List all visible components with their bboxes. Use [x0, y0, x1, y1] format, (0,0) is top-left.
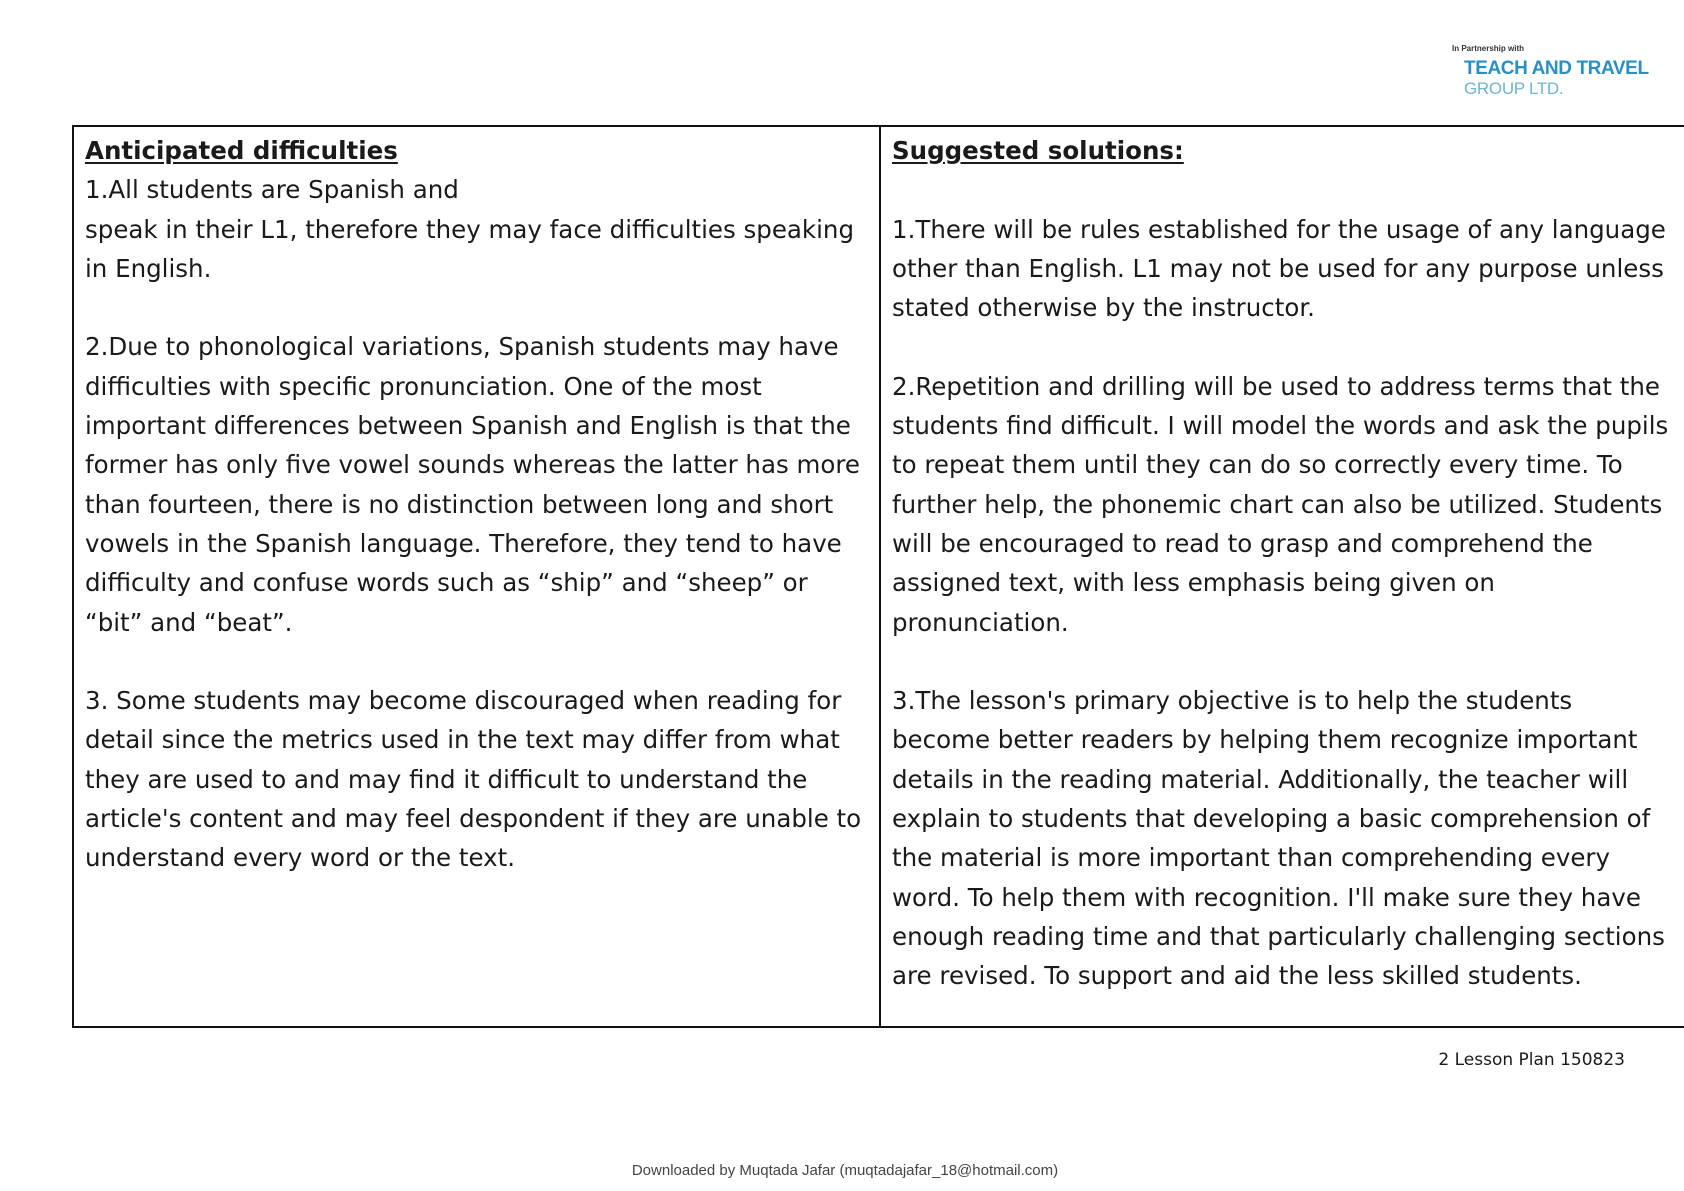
solutions-cell [880, 126, 1684, 1027]
document-code: 2 Lesson Plan 150823 [1438, 1050, 1625, 1070]
difficulties-heading: Anticipated difficulties [85, 136, 398, 165]
difficulties-solutions-table [72, 125, 1684, 1028]
difficulties-text: 1.All students are Spanish and speak in their L1, therefore they may face difficulties speaking in English. 2.Due to phonological variations, Spanish students may have difficulties with specific pronunciation. One of the most important differences between Spanish and English is that the former has only five vowel sounds whereas the latter has more than fourteen, there is no distinction between long and short vowels in the Spanish language. Therefore, they tend to have difficulty and confuse words such as “ship” and “sheep” or “bit” and “beat”. 3. Some students may become discouraged when reading for detail since the metrics used in the text may differ from what they are used to and may find it difficult to understand the article's content and may feel despondent if they are unable to understand every word or the text. [85, 175, 862, 873]
logo-kicker: In Partnership with [1452, 44, 1525, 53]
table-row [73, 126, 1684, 1027]
download-note: Downloaded by Muqtada Jafar (muqtadajafar_18@hotmail.com) [631, 1162, 1059, 1179]
partner-logo [1452, 44, 1649, 98]
logo-subtitle: GROUP LTD. [1464, 79, 1564, 98]
difficulties-cell [73, 126, 880, 1027]
logo-title: TEACH AND TRAVEL [1464, 58, 1649, 79]
solutions-heading: Suggested solutions: [892, 136, 1184, 165]
solutions-text: 1.There will be rules established for the usage of any language other than English. L1 may not be used for any purpose unless stated otherwise by the instructor. 2.Repetition and drilling will be used to address terms that the students find difficult. I will model the words and ask the pupils to repeat them until they can do so correctly every time. To further help, the phonemic chart can also be utilized. Students will be encouraged to read to grasp and comprehend the assigned text, with less emphasis being given on pronunciation. 3.The lesson's primary objective is to help the students become better readers by helping them recognize important details in the reading material. Additionally, the teacher will explain to students that developing a basic comprehension of the material is more important than comprehending every word. To help them with recognition. I'll make sure they have enough reading time and that particularly challenging sections are revised. To support and aid the less skilled students. [892, 214, 1669, 991]
